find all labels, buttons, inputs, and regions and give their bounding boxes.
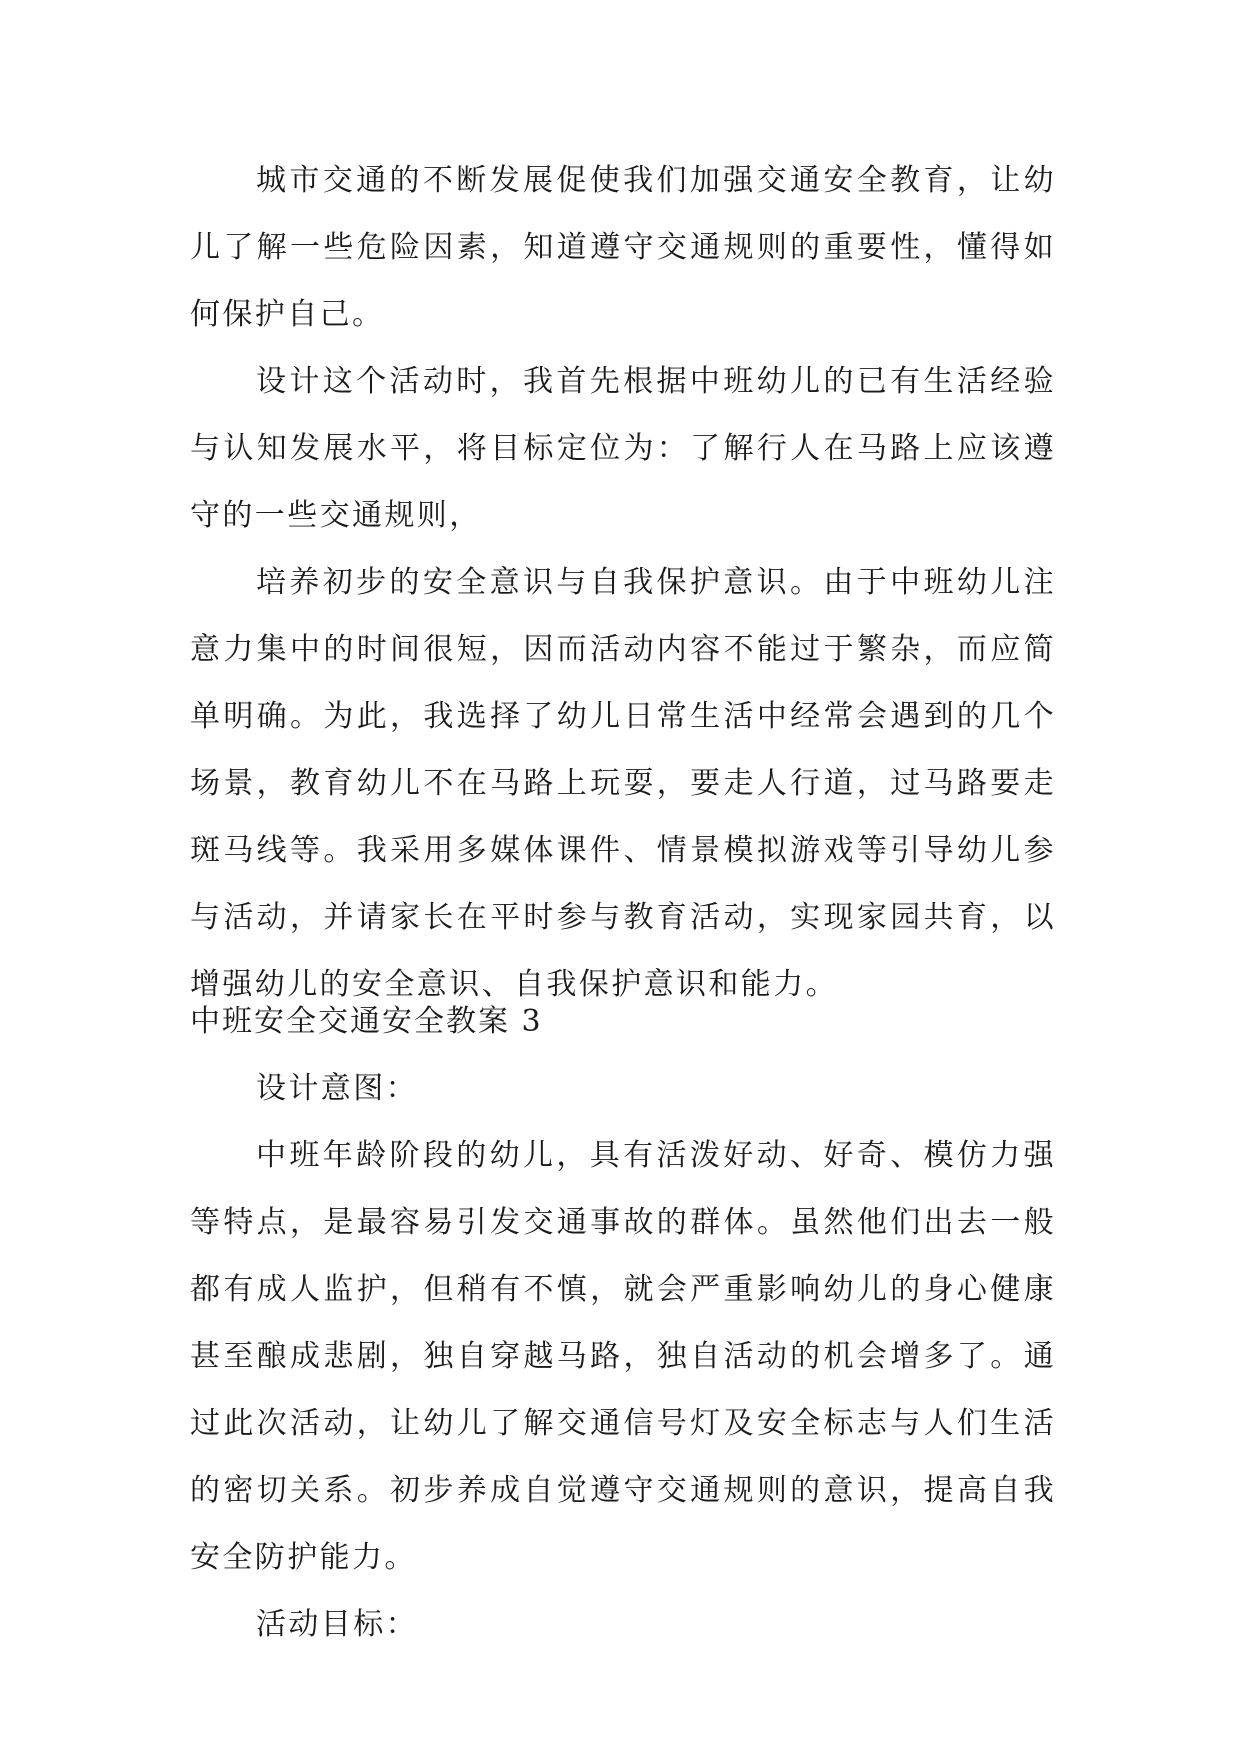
paragraph-design: 设计这个活动时，我首先根据中班幼儿的已有生活经验与认知发展水平，将目标定位为：了解行人在马路上应该遵守的一些交通规则，	[190, 364, 1056, 533]
activity-goal-label: 活动目标：	[256, 1607, 418, 1642]
paragraph-design-intent: 中班年龄阶段的幼儿，具有活泼好动、好奇、模仿力强等特点，是最容易引发交通事故的群体。虽然他们出去一般都有成人监护，但稍有不慎，就会严重影响幼儿的身心健康甚至酿成悲剧，独自穿越马路，独自活动的机会增多了。通过此次活动，让幼儿了解交通信号灯及安全标志与人们生活的密切关系。初步养成自觉遵守交通规则的意识，提高自我安全防护能力。	[190, 1138, 1056, 1575]
paragraph-safety-awareness: 培养初步的安全意识与自我保护意识。由于中班幼儿注意力集中的时间很短，因而活动内容不能过于繁杂，而应简单明确。为此，我选择了幼儿日常生活中经常会遇到的几个场景，教育幼儿不在马路上玩耍，要走人行道，过马路要走斑马线等。我采用多媒体课件、情景模拟游戏等引导幼儿参与活动，并请家长在平时参与教育活动，实现家园共育，以增强幼儿的安全意识、自我保护意识和能力。	[190, 565, 1056, 1002]
design-intent-label: 设计意图：	[256, 1071, 418, 1106]
section-title: 中班安全交通安全教案 3	[190, 1004, 543, 1039]
paragraph-intro: 城市交通的不断发展促使我们加强交通安全教育，让幼儿了解一些危险因素，知道遵守交通规则的重要性，懂得如何保护自己。	[190, 163, 1056, 332]
